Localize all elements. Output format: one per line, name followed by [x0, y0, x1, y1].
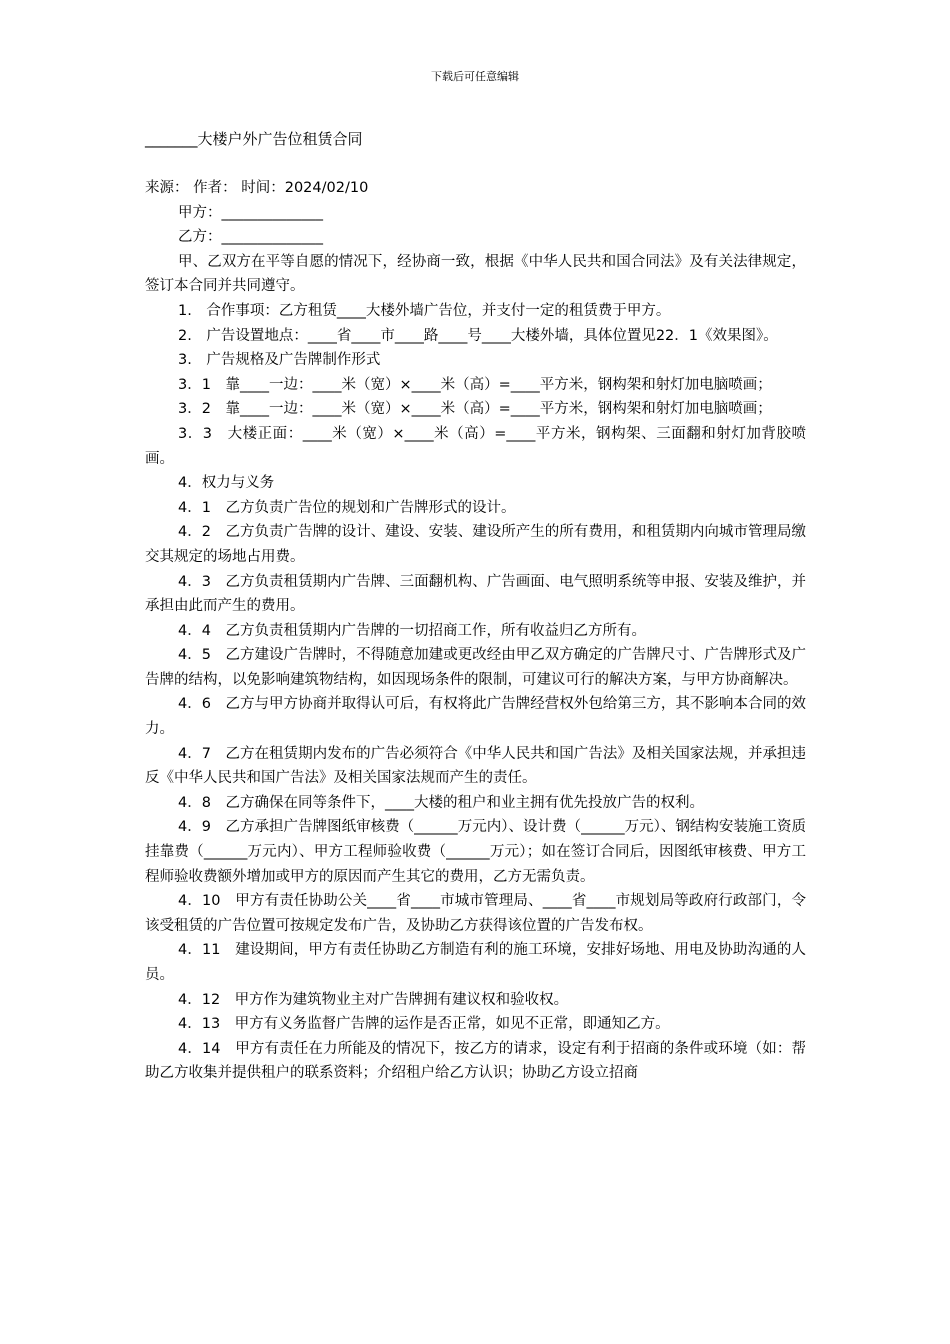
paragraph: 4．8 乙方确保在同等条件下，____大楼的租户和业主拥有优先投放广告的权利。	[178, 794, 704, 811]
paragraph: 3．1 靠____一边：____米（宽）×____米（高）=____平方米，钢构架和射灯加电脑喷画；	[178, 376, 772, 393]
paragraph: 4．3 乙方负责租赁期内广告牌、三面翻机构、广告画面、电气照明系统等申报、安装及维护，并承担由此而产生的费用。	[145, 573, 806, 615]
paragraph: 4．14 甲方有责任在力所能及的情况下，按乙方的请求，设定有利于招商的条件或环境（如：帮助乙方收集并提供租户的联系资料；介绍租户给乙方认识；协助乙方设立招商	[145, 1040, 806, 1082]
paragraph: 甲方：______________	[178, 204, 323, 221]
paragraph: 4．7 乙方在租赁期内发布的广告必须符合《中华人民共和国广告法》及相关国家法规，并承担违反《中华人民共和国广告法》及相关国家法规而产生的责任。	[145, 745, 806, 787]
paragraph: 4．9 乙方承担广告牌图纸审核费（______万元内）、设计费（______万元）、钢结构安装施工资质挂靠费（______万元内）、甲方工程师验收费（______万元）；如在签订合同后，因图纸审核费、甲方工程师验收费额外增加或甲方的原因而产生其它的费用，乙方无需负责。	[145, 819, 806, 885]
paragraph: 4．6 乙方与甲方协商并取得认可后，有权将此广告牌经营权外包给第三方，其不影响本合同的效力。	[145, 696, 806, 738]
paragraph: 4．5 乙方建设广告牌时，不得随意加建或更改经由甲乙双方确定的广告牌尺寸、广告牌形式及广告牌的结构，以免影响建筑物结构，如因现场条件的限制，可建议可行的解决方案，与甲方协商解决。	[145, 647, 806, 688]
paragraph: 4．13 甲方有义务监督广告牌的运作是否正常，如见不正常，即通知乙方。	[178, 1016, 670, 1033]
paragraph: 3. 广告规格及广告牌制作形式	[178, 352, 381, 369]
paragraph: 1. 合作事项：乙方租赁____大楼外墙广告位，并支付一定的租赁费于甲方。	[178, 302, 671, 319]
paragraph: 2. 广告设置地点：____省____市____路____号____大楼外墙，具体位置见22．1《效果图》。	[178, 327, 778, 344]
paragraph: 4．12 甲方作为建筑物业主对广告牌拥有建议权和验收权。	[178, 991, 569, 1008]
document-body	[145, 176, 806, 1086]
paragraph: 4．4 乙方负责租赁期内广告牌的一切招商工作，所有收益归乙方所有。	[178, 622, 646, 639]
paragraph: 4．10 甲方有责任协助公关____省____市城市管理局、____省____市规划局等政府行政部门，令该受租赁的广告位置可按规定发布广告，及协助乙方获得该位置的广告发布权。	[145, 893, 806, 934]
document-title: _______大楼户外广告位租赁合同	[145, 130, 363, 148]
page-header: 下载后可任意编辑	[431, 70, 519, 83]
paragraph: 甲、乙双方在平等自愿的情况下，经协商一致，根据《中华人民共和国合同法》及有关法律规定，签订本合同并共同遵守。	[145, 253, 806, 295]
paragraph: 4．1 乙方负责广告位的规划和广告牌形式的设计。	[178, 499, 516, 516]
paragraph: 3．3 大楼正面：____米（宽）×____米（高）=____平方米，钢构架、三面翻和射灯加背胶喷画。	[145, 425, 806, 467]
paragraph: 4．11 建设期间，甲方有责任协助乙方制造有利的施工环境，安排好场地、用电及协助沟通的人员。	[145, 942, 806, 983]
paragraph-list	[145, 201, 806, 1086]
paragraph: 4．2 乙方负责广告牌的设计、建设、安装、建设所产生的所有费用，和租赁期内向城市管理局缴交其规定的场地占用费。	[145, 524, 806, 565]
document-meta: 来源： 作者： 时间：2024/02/10	[145, 180, 369, 196]
paragraph: 4．权力与义务	[178, 475, 275, 492]
paragraph: 3．2 靠____一边：____米（宽）×____米（高）=____平方米，钢构架和射灯加电脑喷画；	[178, 401, 772, 418]
paragraph: 乙方：______________	[178, 229, 323, 246]
